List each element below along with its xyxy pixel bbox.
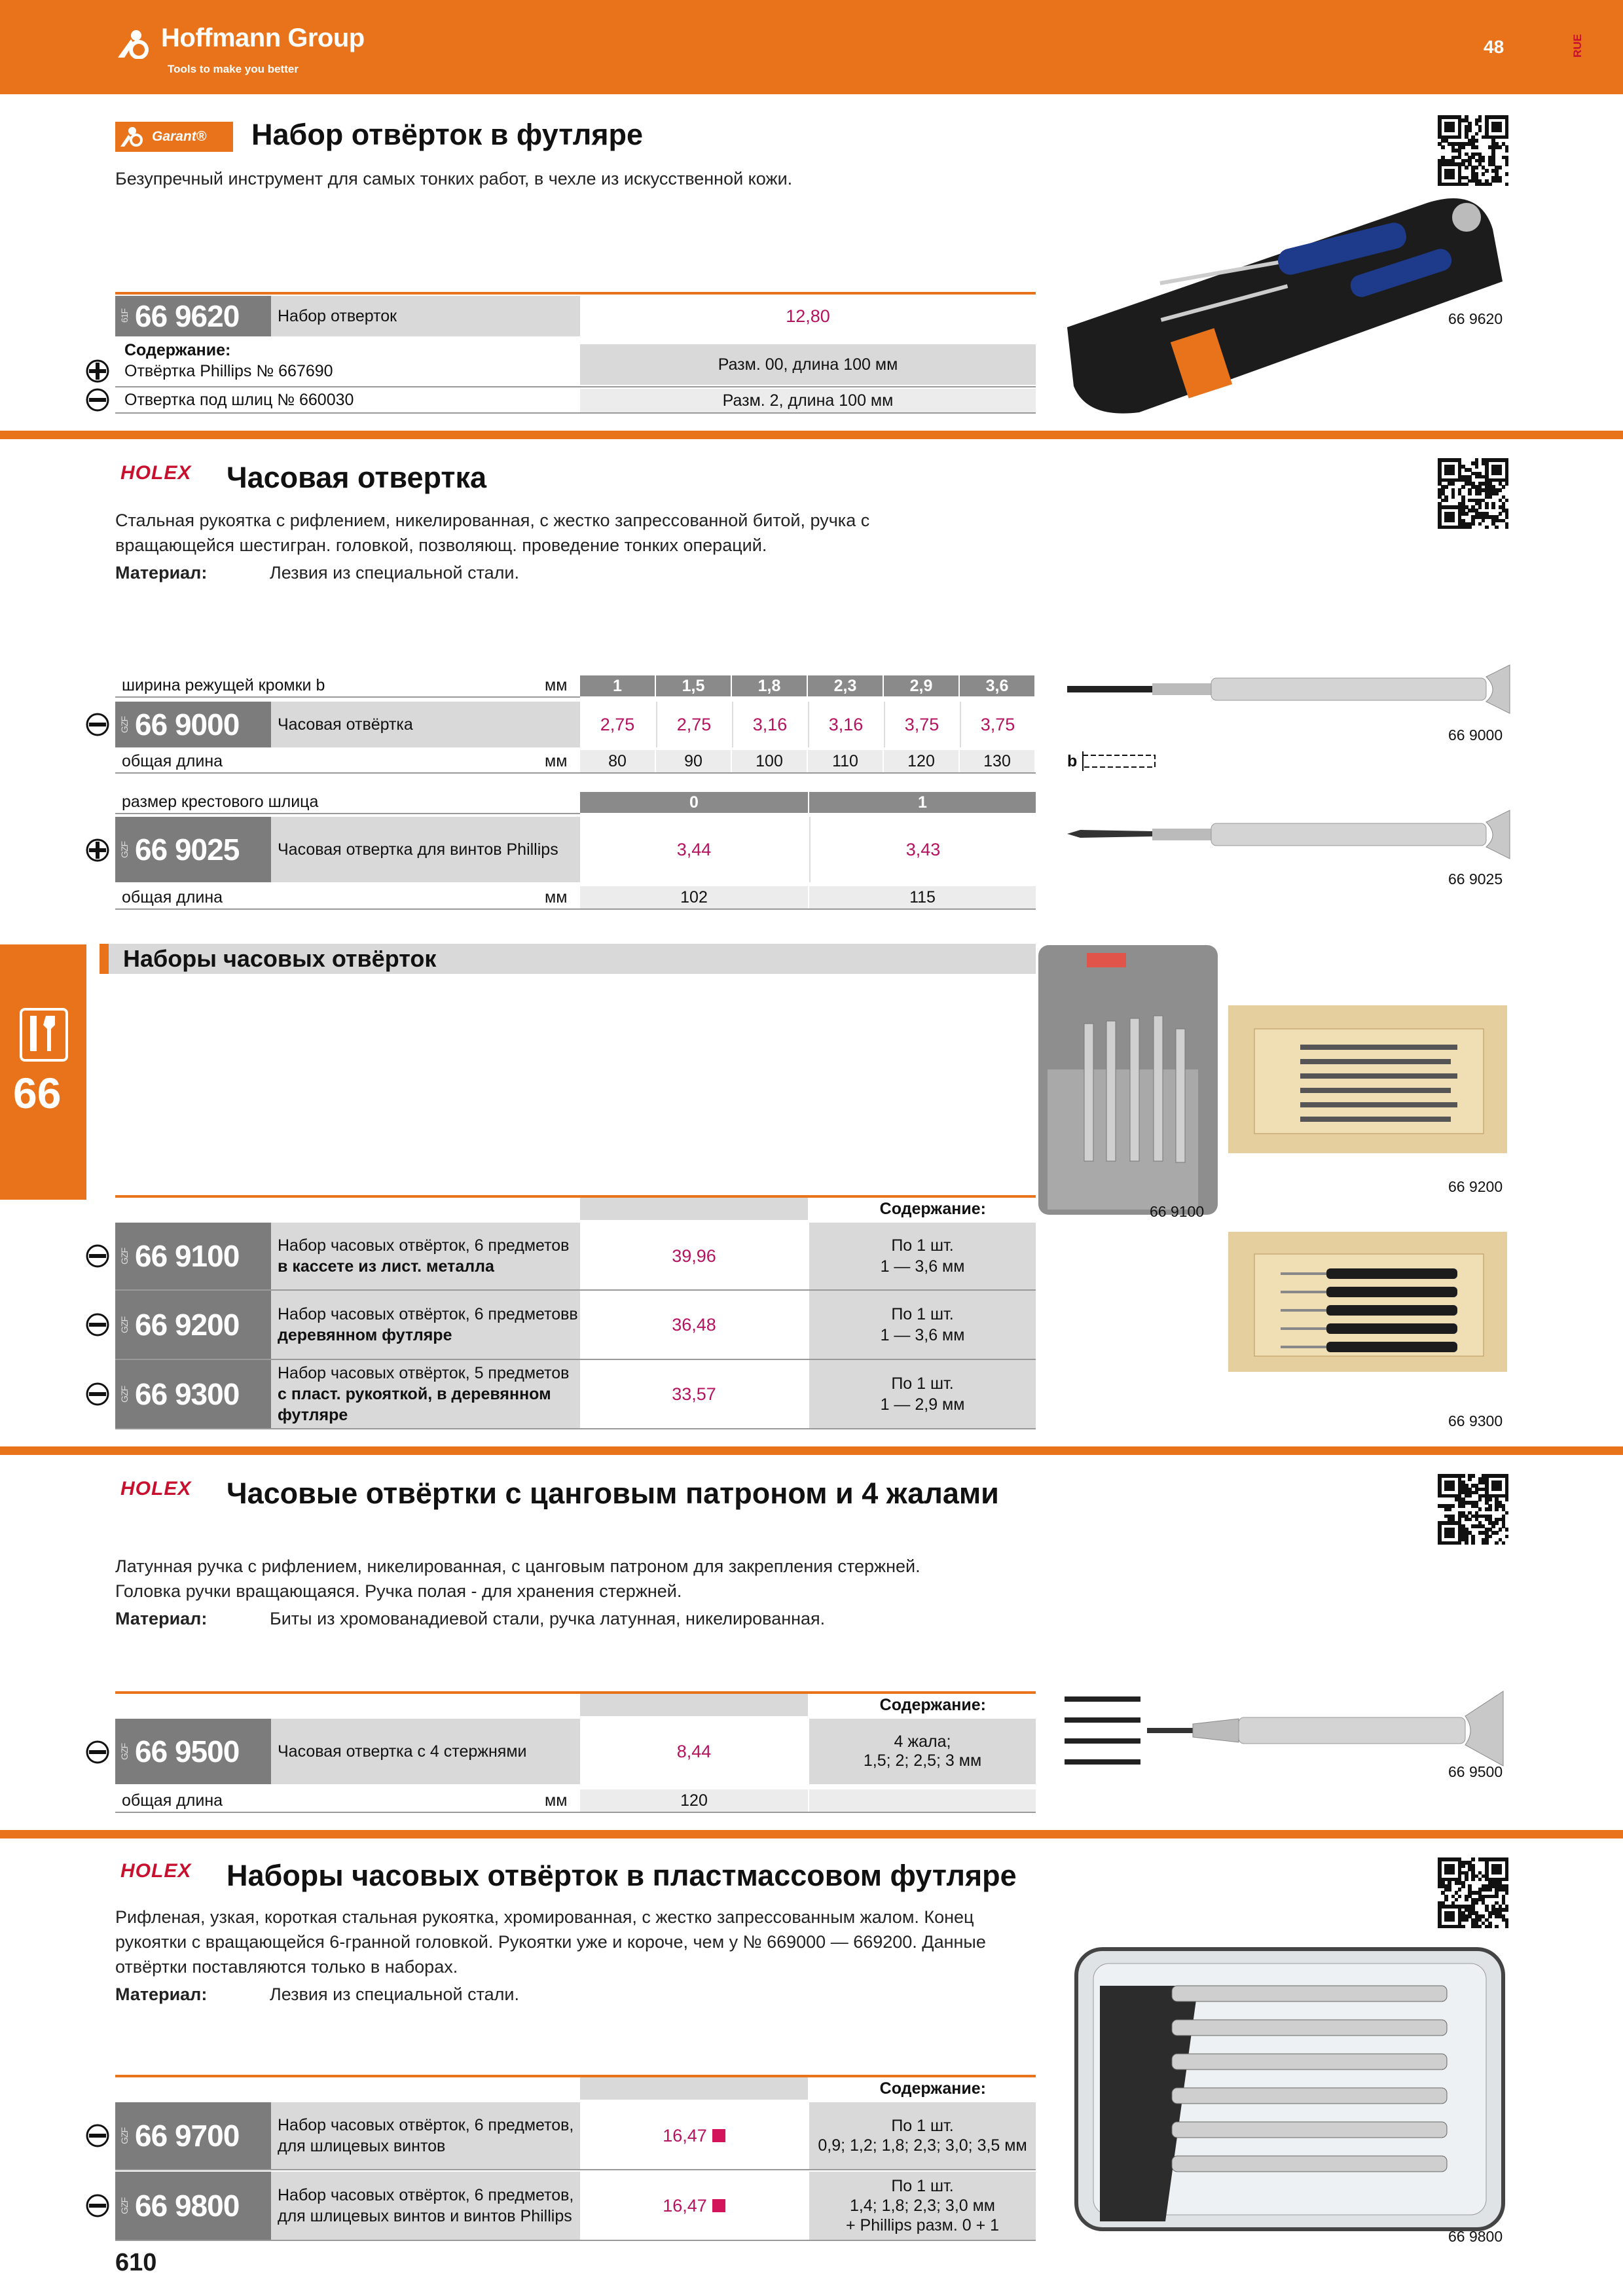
- qr-module: [1468, 1477, 1472, 1481]
- qr-module: [1471, 1857, 1475, 1861]
- contents-line: 1,4; 1,8; 2,3; 3,0 мм: [849, 2197, 995, 2215]
- product-name-line: Набор часовых отвёрток, 6 предметовв: [278, 1305, 578, 1323]
- t2-header: 0: [580, 792, 808, 813]
- qr-module: [1475, 139, 1479, 143]
- article-number: GZF 66 9300: [115, 1360, 271, 1428]
- article-number: 61F 66 9620: [115, 296, 271, 336]
- price-value: 16,47: [663, 2195, 707, 2215]
- product-name-line: для шлицевых винтов и винтов Phillips: [278, 2207, 572, 2225]
- t1-header: 2,9: [884, 675, 958, 696]
- qr-module: [1451, 482, 1455, 486]
- qr-module: [1448, 1507, 1451, 1511]
- qr-module: [1451, 1871, 1455, 1875]
- qr-module: [1458, 1541, 1462, 1545]
- product-price: 3,75: [960, 702, 1034, 747]
- qr-module: [1451, 1504, 1455, 1508]
- qr-module: [1488, 183, 1492, 187]
- qr-module: [1495, 1895, 1499, 1899]
- qr-module: [1505, 1891, 1509, 1895]
- qr-module: [1488, 1498, 1492, 1501]
- section-divider: [0, 431, 1623, 439]
- qr-module: [1505, 135, 1509, 139]
- image-code: 66 9000: [1448, 726, 1503, 744]
- qr-module: [1482, 159, 1486, 163]
- content-item: Отвертка под шлиц № 660030: [124, 390, 354, 409]
- contents-cell: [809, 2102, 1036, 2169]
- product-name-line: деревянном футляре: [278, 1326, 452, 1344]
- qr-module: [1471, 1474, 1475, 1478]
- qr-module: [1448, 1888, 1451, 1892]
- table-param-label: ширина режущей кромки b: [122, 675, 325, 694]
- section-divider: [0, 1446, 1623, 1455]
- contents-line: По 1 шт.: [891, 1374, 954, 1393]
- row-divider: [115, 2240, 1036, 2241]
- tools-icon: [17, 1005, 71, 1064]
- empty-cell: [809, 1789, 1036, 1812]
- qr-module: [1499, 1871, 1503, 1875]
- qr-module: [1468, 129, 1472, 133]
- row-divider: [115, 1428, 1036, 1429]
- qr-module: [1485, 169, 1489, 173]
- qr-module: [1488, 1888, 1492, 1892]
- image-code: 66 9200: [1448, 1178, 1503, 1195]
- qr-module: [1468, 1518, 1472, 1522]
- product-name: [271, 2102, 580, 2169]
- chapter-number: 66: [13, 1069, 62, 1117]
- contents-header: Содержание:: [879, 1695, 986, 1714]
- total-length-label: общая длина: [122, 1791, 223, 1810]
- qr-module: [1475, 465, 1479, 469]
- contents-line: + Phillips разм. 0 + 1: [845, 2216, 1000, 2234]
- row-divider: [115, 412, 1036, 414]
- brand-tagline: Tools to make you better: [168, 63, 299, 75]
- table-top-line: [115, 292, 1036, 295]
- qr-module: [1455, 1898, 1459, 1902]
- qr-module: [1505, 162, 1509, 166]
- unit-label: мм: [545, 751, 568, 770]
- qr-module: [1451, 129, 1455, 133]
- qr-module: [1485, 1541, 1489, 1545]
- length-value: 80: [580, 750, 655, 772]
- qr-module: [1465, 1878, 1468, 1882]
- qr-module: [1505, 482, 1509, 486]
- qr-module: [1495, 1507, 1499, 1511]
- t1-header: 3,6: [960, 675, 1034, 696]
- material-line: Материал: Биты из хромованадиевой стали, ручка латунная, никелированная.: [115, 1609, 826, 1628]
- qr-module: [1465, 183, 1468, 187]
- qr-module: [1471, 522, 1475, 526]
- metal-cassette-image: [1038, 945, 1218, 1215]
- length-value: 120: [884, 750, 958, 772]
- subsection-title: Наборы часовых отвёрток: [123, 945, 437, 972]
- t1-header: 2,3: [808, 675, 883, 696]
- contents-line: По 1 шт.: [891, 1305, 954, 1323]
- product-name-line: Набор часовых отвёрток, 6 предметов,: [278, 2116, 574, 2134]
- product-name: [271, 2172, 580, 2240]
- row-divider: [115, 813, 580, 814]
- row-divider: [115, 1812, 1036, 1813]
- qr-module: [1495, 1925, 1499, 1929]
- article-number: GZF 66 9025: [115, 817, 271, 882]
- b-dimension-label: b: [1067, 751, 1078, 770]
- phillips-icon: [85, 838, 110, 863]
- product-name: [271, 1223, 580, 1289]
- article-number: GZF 66 9700: [115, 2102, 271, 2169]
- product-price: [580, 2102, 808, 2169]
- qr-module: [1475, 132, 1479, 136]
- qr-module: [1461, 1884, 1465, 1888]
- qr-module: [1505, 515, 1509, 519]
- row-divider: [115, 2169, 1036, 2170]
- qr-module: [1451, 495, 1455, 499]
- qr-module: [1468, 526, 1472, 529]
- qr-module: [1465, 166, 1468, 170]
- qr-module: [1478, 1498, 1482, 1501]
- qr-module: [1488, 1535, 1492, 1539]
- qr-module: [1461, 485, 1465, 489]
- slotted-icon: [85, 1312, 110, 1337]
- section-description: Головка ручки вращающаяся. Ручка полая - для хранения стержней.: [115, 1581, 682, 1601]
- section-description: Рифленая, узкая, короткая стальная рукоятка, хромированная, с жестко запрессованным жалом. Конец: [115, 1907, 974, 1927]
- hoffmann-logo-icon: [117, 29, 158, 59]
- header-cell: [580, 1198, 808, 1220]
- qr-module: [1461, 1504, 1465, 1508]
- contents-line: По 1 шт.: [891, 2117, 954, 2135]
- image-code: 66 9300: [1448, 1412, 1503, 1429]
- content-item-value: Разм. 00, длина 100 мм: [580, 344, 1036, 385]
- qr-module: [1478, 522, 1482, 526]
- qr-module: [1461, 1864, 1465, 1868]
- qr-module: [1482, 172, 1486, 176]
- garant-brand-logo: Garant ®: [115, 122, 233, 152]
- product-price: [580, 2172, 808, 2240]
- length-value: 90: [656, 750, 731, 772]
- product-price: 36,48: [672, 1314, 716, 1335]
- qr-module: [1461, 1925, 1465, 1929]
- contents-cell: [809, 1223, 1036, 1289]
- length-value: 120: [580, 1789, 808, 1812]
- slotted-icon: [85, 2123, 110, 2148]
- article-number: GZF 66 9000: [115, 702, 271, 747]
- table-param-label: размер крестового шлица: [122, 792, 319, 811]
- qr-module: [1451, 472, 1455, 476]
- qr-module: [1499, 166, 1503, 170]
- qr-module: [1502, 485, 1506, 489]
- collet-screwdriver-image: [1062, 1687, 1507, 1772]
- garant-mark-icon: [119, 126, 149, 148]
- length-value: 115: [809, 886, 1036, 908]
- product-name: [271, 1291, 580, 1359]
- qr-module: [1458, 1895, 1462, 1899]
- qr-module: [1441, 145, 1445, 149]
- holex-brand-logo: HOLEX: [120, 1860, 192, 1882]
- article-number: GZF 66 9800: [115, 2172, 271, 2240]
- product-price: 3,43: [809, 817, 1036, 882]
- qr-module: [1465, 1918, 1468, 1922]
- product-name-line: Набор часовых отвёрток, 6 предметов,: [278, 2186, 574, 2204]
- section-title-watch-screwdriver: Часовая отвертка: [227, 461, 487, 494]
- row-divider: [115, 386, 1036, 387]
- qr-module: [1499, 1528, 1503, 1532]
- section-description: Безупречный инструмент для самых тонких работ, в чехле из искусственной кожи.: [115, 169, 793, 188]
- product-price: 2,75: [600, 714, 635, 734]
- qr-module: [1478, 129, 1482, 133]
- qr-module: [1485, 505, 1489, 509]
- qr-module: [1478, 1925, 1482, 1929]
- product-price: 39,96: [672, 1246, 716, 1266]
- page-number: 610: [115, 2249, 157, 2276]
- contents-cell: [809, 2172, 1036, 2240]
- product-name: Часовая отвертка с 4 стержнями: [271, 1719, 580, 1784]
- qr-module: [1485, 526, 1489, 529]
- slotted-icon: [85, 1244, 110, 1268]
- qr-module: [1465, 1541, 1468, 1545]
- image-code: 66 9025: [1448, 870, 1503, 888]
- length-value: 110: [808, 750, 883, 772]
- qr-module: [1495, 1541, 1499, 1545]
- qr-code-icon[interactable]: [1438, 115, 1508, 186]
- qr-module: [1461, 145, 1465, 149]
- qr-module: [1505, 1878, 1509, 1882]
- qr-module: [1495, 1521, 1499, 1525]
- product-name-line: в кассете из лист. металла: [278, 1257, 494, 1276]
- qr-module: [1475, 1901, 1479, 1905]
- total-length-label: общая длина: [122, 888, 223, 906]
- t1-header: 1,8: [732, 675, 807, 696]
- image-code: 66 9100: [1150, 1203, 1205, 1220]
- product-name-line: футляре: [278, 1406, 348, 1424]
- qr-module: [1444, 485, 1448, 489]
- contents-line: 1 — 3,6 мм: [880, 1326, 965, 1344]
- qr-module: [1451, 1488, 1455, 1492]
- contents-cell: [809, 1360, 1036, 1428]
- content-item-value: Разм. 2, длина 100 мм: [580, 389, 1036, 412]
- price-value: 16,47: [663, 2125, 707, 2145]
- qr-module: [1491, 505, 1495, 509]
- slotted-icon: [85, 712, 110, 737]
- product-price: 2,75: [656, 702, 731, 747]
- qr-code-icon[interactable]: [1438, 1857, 1508, 1928]
- product-name-line: Набор часовых отвёрток, 6 предметов: [278, 1236, 570, 1255]
- slotted-icon: [85, 1740, 110, 1765]
- qr-module: [1451, 1535, 1455, 1539]
- unit-label: мм: [545, 888, 568, 906]
- contents-line: 0,9; 1,2; 1,8; 2,3; 3,0; 3,5 мм: [818, 2136, 1027, 2155]
- product-price: 33,57: [672, 1384, 716, 1404]
- page-header: [0, 0, 1623, 94]
- contents-header: Содержание:: [879, 1199, 986, 1218]
- new-item-marker-icon: [712, 2129, 725, 2142]
- content-item: Отвёртка Phillips № 667690: [124, 361, 333, 380]
- qr-code-icon[interactable]: [1438, 458, 1508, 529]
- qr-module: [1488, 495, 1492, 499]
- length-value: 102: [580, 886, 808, 908]
- row-divider: [115, 908, 1036, 910]
- header-page-number: 48: [1484, 37, 1504, 57]
- screwdriver-phillips-image: [1067, 806, 1512, 861]
- product-price: 3,44: [676, 839, 712, 859]
- contents-line: По 1 шт.: [891, 2177, 954, 2195]
- qr-module: [1502, 1541, 1506, 1545]
- holex-brand-logo: HOLEX: [120, 462, 192, 484]
- section-description: вращающейся шестигран. головкой, позволяющ. проведение тонких операций.: [115, 535, 767, 555]
- qr-module: [1478, 1507, 1482, 1511]
- unit-label: мм: [545, 1791, 568, 1810]
- section-title-plastic-case: Наборы часовых отвёрток в пластмассовом футляре: [227, 1859, 1017, 1892]
- qr-module: [1451, 1918, 1455, 1922]
- section-divider: [0, 1830, 1623, 1839]
- qr-module: [1488, 1914, 1492, 1918]
- wooden-box-plastic-handles-image: [1228, 1232, 1507, 1372]
- case-set-image: [1061, 190, 1519, 419]
- product-name: Набор отверток: [271, 296, 580, 336]
- unit-label: мм: [545, 675, 568, 694]
- wooden-box-image: [1228, 1005, 1507, 1153]
- qr-module: [1505, 526, 1509, 529]
- t2-header: 1: [809, 792, 1036, 813]
- qr-module: [1461, 1474, 1465, 1478]
- qr-module: [1478, 1878, 1482, 1882]
- header-cell: [580, 1694, 808, 1716]
- qr-module: [1499, 512, 1503, 516]
- product-price: 3,16: [732, 702, 807, 747]
- qr-module: [1505, 1908, 1509, 1912]
- language-code: RUE: [1571, 34, 1584, 58]
- header-cell: [580, 2077, 808, 2100]
- screwdriver-flat-image: [1067, 661, 1512, 716]
- material-line: Материал: Лезвия из специальной стали.: [115, 563, 519, 583]
- section-description: отвёртки поставляются только в наборах.: [115, 1957, 458, 1977]
- row-divider: [115, 772, 1036, 774]
- holex-brand-logo: HOLEX: [120, 1478, 192, 1499]
- image-code: 66 9800: [1448, 2228, 1503, 2245]
- product-price: 3,16: [808, 702, 883, 747]
- qr-module: [1499, 179, 1503, 183]
- qr-module: [1478, 492, 1482, 495]
- contents-line: 4 жала;: [894, 1732, 951, 1751]
- qr-module: [1468, 1494, 1472, 1498]
- product-name-line: для шлицевых винтов: [278, 2137, 446, 2155]
- qr-module: [1505, 1528, 1509, 1532]
- qr-module: [1505, 1925, 1509, 1929]
- product-name-line: с пласт. рукояткой, в деревянном: [278, 1385, 551, 1403]
- qr-module: [1499, 1488, 1503, 1492]
- total-length-label: общая длина: [122, 751, 223, 770]
- length-value: 100: [732, 750, 807, 772]
- product-price: 8,44: [676, 1741, 712, 1761]
- contents-line: 1,5; 2; 2,5; 3 мм: [863, 1751, 982, 1770]
- qr-module: [1488, 1925, 1492, 1929]
- contents-label: Содержание:: [124, 340, 231, 359]
- qr-module: [1458, 135, 1462, 139]
- qr-module: [1458, 1888, 1462, 1892]
- contents-cell: [809, 1719, 1036, 1784]
- qr-module: [1495, 526, 1499, 529]
- row-divider: [115, 696, 580, 698]
- slotted-icon: [85, 1382, 110, 1407]
- image-code: 66 9500: [1448, 1763, 1503, 1780]
- t1-header: 1,5: [656, 675, 731, 696]
- subsection-bar: [100, 944, 109, 974]
- product-name: Часовая отвёртка: [271, 702, 580, 747]
- length-value: 130: [960, 750, 1034, 772]
- product-name: Часовая отвертка для винтов Phillips: [271, 817, 580, 882]
- qr-module: [1471, 1878, 1475, 1882]
- qr-module: [1444, 1898, 1448, 1902]
- product-name: [271, 1360, 580, 1428]
- qr-module: [1505, 172, 1509, 176]
- article-number: GZF 66 9500: [115, 1719, 271, 1784]
- contents-line: 1 — 2,9 мм: [880, 1395, 965, 1414]
- contents-line: По 1 шт.: [891, 1236, 954, 1255]
- qr-module: [1468, 492, 1472, 495]
- slotted-icon: [85, 2193, 110, 2218]
- section-title-case-set: Набор отвёрток в футляре: [251, 118, 644, 151]
- qr-module: [1475, 145, 1479, 149]
- qr-module: [1488, 1507, 1492, 1511]
- qr-module: [1505, 499, 1509, 503]
- qr-module: [1499, 145, 1503, 149]
- new-item-marker-icon: [712, 2199, 725, 2212]
- contents-cell: [809, 1291, 1036, 1359]
- contents-line: 1 — 3,6 мм: [880, 1257, 965, 1276]
- qr-module: [1505, 1511, 1509, 1515]
- slotted-icon: [85, 387, 110, 412]
- article-number: GZF 66 9100: [115, 1223, 271, 1289]
- section-description: Латунная ручка с рифлением, никелированная, с цанговым патроном для закрепления стержней.: [115, 1556, 921, 1576]
- qr-module: [1505, 149, 1509, 152]
- section-title-collet: Часовые отвёртки с цанговым патроном и 4 жалами: [227, 1477, 999, 1510]
- qr-code-icon[interactable]: [1438, 1474, 1508, 1545]
- qr-module: [1482, 519, 1486, 523]
- qr-module: [1465, 512, 1468, 516]
- brand-name: Hoffmann Group: [161, 24, 365, 52]
- product-name-line: Набор часовых отвёрток, 5 предметов: [278, 1364, 570, 1382]
- qr-module: [1499, 129, 1503, 133]
- qr-module: [1471, 1541, 1475, 1545]
- qr-module: [1475, 166, 1479, 170]
- qr-module: [1478, 505, 1482, 509]
- plastic-case-image: [1074, 1946, 1506, 2232]
- article-number: GZF 66 9200: [115, 1291, 271, 1359]
- material-line: Материал: Лезвия из специальной стали.: [115, 1984, 519, 2004]
- qr-module: [1451, 176, 1455, 180]
- qr-module: [1491, 1524, 1495, 1528]
- qr-module: [1499, 472, 1503, 476]
- qr-module: [1505, 183, 1509, 187]
- t1-header: 1: [580, 675, 655, 696]
- qr-module: [1478, 118, 1482, 122]
- qr-module: [1444, 499, 1448, 503]
- qr-module: [1499, 488, 1503, 492]
- section-description: рукоятки с вращающейся 6-гранной головкой. Рукоятки уже и короче, чем у № 669000 — 669200. Данные: [115, 1932, 986, 1952]
- qr-module: [1505, 1498, 1509, 1501]
- phillips-icon: [85, 359, 110, 384]
- qr-module: [1495, 492, 1499, 495]
- contents-header: Содержание:: [879, 2079, 986, 2098]
- product-price: 12,80: [786, 306, 830, 326]
- qr-module: [1505, 1535, 1509, 1539]
- product-price: 3,75: [884, 702, 958, 747]
- qr-module: [1495, 1531, 1499, 1535]
- image-code: 66 9620: [1448, 310, 1503, 327]
- qr-module: [1451, 519, 1455, 523]
- section-description: Стальная рукоятка с рифлением, никелированная, с жестко запрессованной битой, ручка с: [115, 511, 870, 530]
- dimension-diagram-icon: [1080, 750, 1159, 772]
- qr-module: [1465, 1898, 1468, 1902]
